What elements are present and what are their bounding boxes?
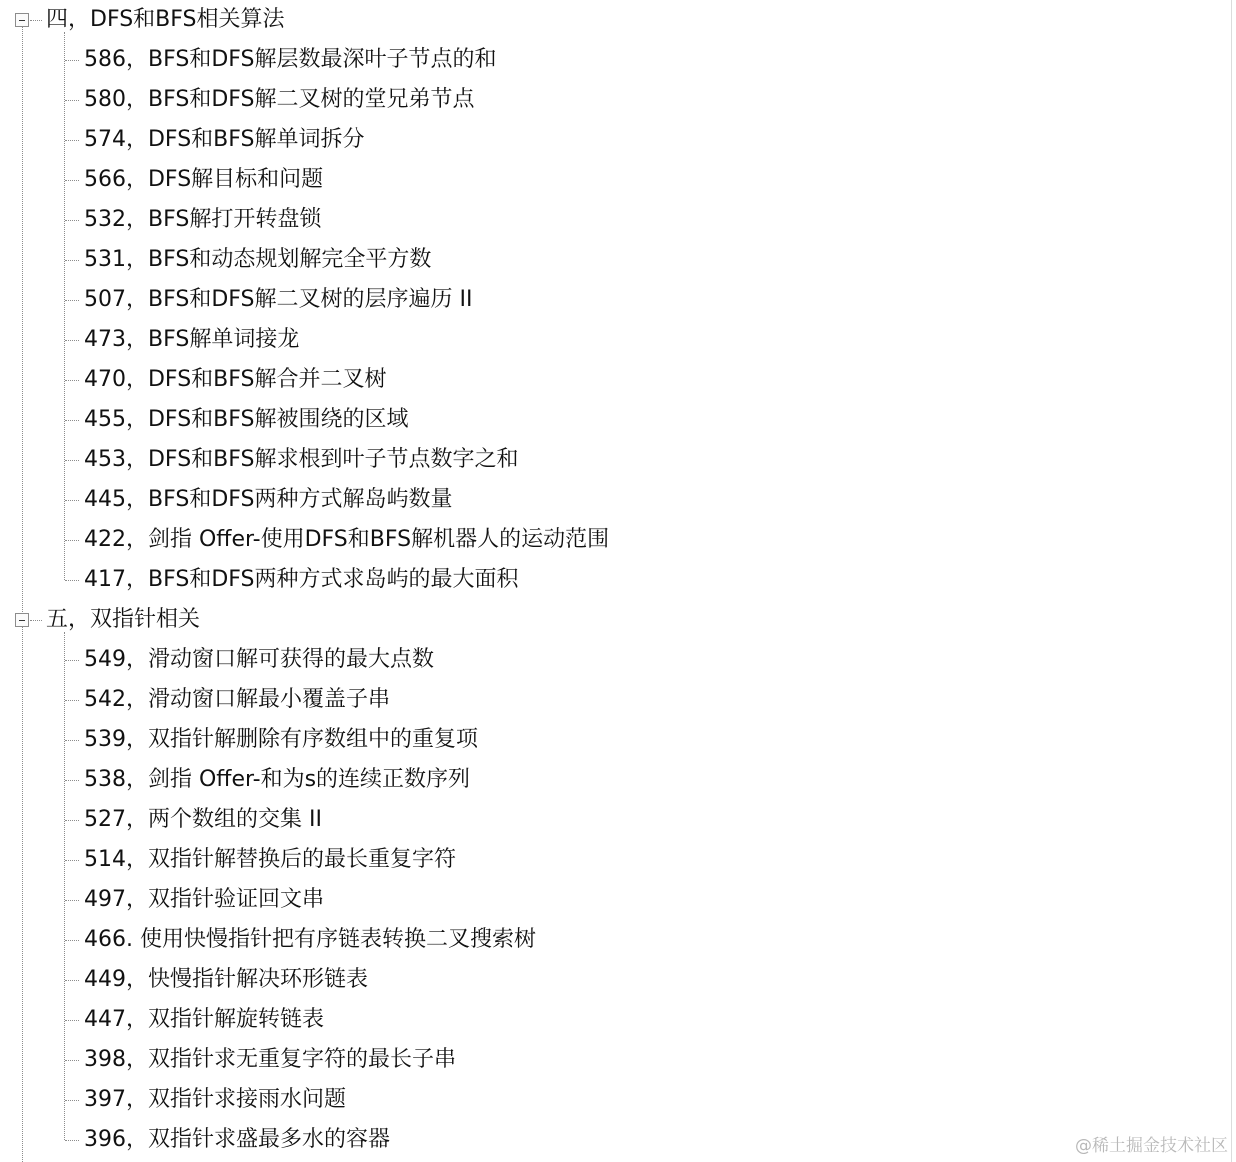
item-label: 507，BFS和DFS解二叉树的层序遍历 II <box>84 287 473 312</box>
tree-connector <box>30 620 42 621</box>
tree-item[interactable] <box>0 640 1230 680</box>
item-label: 449，快慢指针解决环形链表 <box>84 967 368 992</box>
item-label: 455，DFS和BFS解被围绕的区域 <box>84 407 409 432</box>
tree-connector <box>65 100 79 101</box>
item-label: 580，BFS和DFS解二叉树的堂兄弟节点 <box>84 87 475 112</box>
tree-item[interactable] <box>0 440 1230 480</box>
tree-connector <box>65 740 79 741</box>
tree-connector <box>65 1100 79 1101</box>
item-label: 417，BFS和DFS两种方式求岛屿的最大面积 <box>84 567 519 592</box>
tree-connector <box>65 220 79 221</box>
collapse-icon[interactable] <box>15 13 29 27</box>
item-label: 538，剑指 Offer-和为s的连续正数序列 <box>84 767 471 792</box>
item-label: 514，双指针解替换后的最长重复字符 <box>84 847 456 872</box>
item-label: 445，BFS和DFS两种方式解岛屿数量 <box>84 487 453 512</box>
item-label: 566，DFS解目标和问题 <box>84 167 324 192</box>
tree-connector <box>65 140 79 141</box>
item-label: 396，双指针求盛最多水的容器 <box>84 1127 390 1152</box>
item-label: 542，滑动窗口解最小覆盖子串 <box>84 687 390 712</box>
tree-item[interactable] <box>0 320 1230 360</box>
collapse-icon[interactable] <box>15 613 29 627</box>
tree-item[interactable] <box>0 1040 1230 1080</box>
tree-item[interactable] <box>0 1080 1230 1120</box>
tree-connector <box>65 300 79 301</box>
tree-connector <box>65 900 79 901</box>
section-label: 四，DFS和BFS相关算法 <box>46 7 285 32</box>
item-label: 398，双指针求无重复字符的最长子串 <box>84 1047 456 1072</box>
item-label: 539，双指针解删除有序数组中的重复项 <box>84 727 478 752</box>
item-label: 422，剑指 Offer-使用DFS和BFS解机器人的运动范围 <box>84 527 610 552</box>
tree-connector <box>65 380 79 381</box>
tree-connector <box>65 500 79 501</box>
tree-connector <box>65 940 79 941</box>
tree-item[interactable] <box>0 800 1230 840</box>
item-label: 397，双指针求接雨水问题 <box>84 1087 346 1112</box>
item-label: 497，双指针验证回文串 <box>84 887 324 912</box>
tree-section-two-pointers[interactable] <box>0 600 1230 640</box>
item-label: 531，BFS和动态规划解完全平方数 <box>84 247 432 272</box>
item-label: 527，两个数组的交集 II <box>84 807 322 832</box>
tree-item[interactable] <box>0 280 1230 320</box>
tree-connector <box>65 1060 79 1061</box>
tree-item[interactable] <box>0 240 1230 280</box>
tree-item[interactable] <box>0 520 1230 560</box>
item-label: 574，DFS和BFS解单词拆分 <box>84 127 365 152</box>
item-label: 549，滑动窗口解可获得的最大点数 <box>84 647 434 672</box>
tree-connector <box>65 180 79 181</box>
tree-connector <box>65 580 79 581</box>
tree-item[interactable] <box>0 720 1230 760</box>
tree-connector <box>65 980 79 981</box>
tree-connector <box>65 260 79 261</box>
item-label: 453，DFS和BFS解求根到叶子节点数字之和 <box>84 447 519 472</box>
tree-connector <box>65 340 79 341</box>
tree-connector <box>65 460 79 461</box>
tree-item[interactable] <box>0 960 1230 1000</box>
item-label: 447，双指针解旋转链表 <box>84 1007 324 1032</box>
section-label: 五，双指针相关 <box>46 607 201 632</box>
tree-item[interactable] <box>0 160 1230 200</box>
tree-item[interactable] <box>0 200 1230 240</box>
tree-item[interactable] <box>0 360 1230 400</box>
tree-connector <box>65 860 79 861</box>
tree-connector <box>65 540 79 541</box>
tree-connector <box>65 1020 79 1021</box>
tree-item[interactable] <box>0 560 1230 600</box>
item-label: 470，DFS和BFS解合并二叉树 <box>84 367 387 392</box>
tree-connector <box>65 1140 79 1141</box>
tree-connector <box>65 820 79 821</box>
tree-connector <box>65 420 79 421</box>
tree-item[interactable] <box>0 680 1230 720</box>
tree-connector <box>30 20 42 21</box>
item-label: 466. 使用快慢指针把有序链表转换二叉搜索树 <box>84 927 536 952</box>
tree-item[interactable] <box>0 920 1230 960</box>
tree-item[interactable] <box>0 40 1230 80</box>
tree-item[interactable] <box>0 760 1230 800</box>
tree-item[interactable] <box>0 1000 1230 1040</box>
panel-border <box>1231 0 1232 1162</box>
tree-connector <box>65 780 79 781</box>
watermark: @稀土掘金技术社区 <box>1075 1136 1228 1156</box>
tree-item[interactable] <box>0 1120 1230 1160</box>
item-label: 586，BFS和DFS解层数最深叶子节点的和 <box>84 47 497 72</box>
tree-section-dfs-bfs[interactable] <box>0 0 1230 40</box>
tree-connector <box>65 60 79 61</box>
item-label: 532，BFS解打开转盘锁 <box>84 207 322 232</box>
tree-connector <box>65 700 79 701</box>
tree-item[interactable] <box>0 80 1230 120</box>
tree-item[interactable] <box>0 400 1230 440</box>
tree-item[interactable] <box>0 840 1230 880</box>
item-label: 473，BFS解单词接龙 <box>84 327 300 352</box>
tree-item[interactable] <box>0 880 1230 920</box>
tree-item[interactable] <box>0 480 1230 520</box>
tree-connector <box>65 660 79 661</box>
tree-item[interactable] <box>0 120 1230 160</box>
